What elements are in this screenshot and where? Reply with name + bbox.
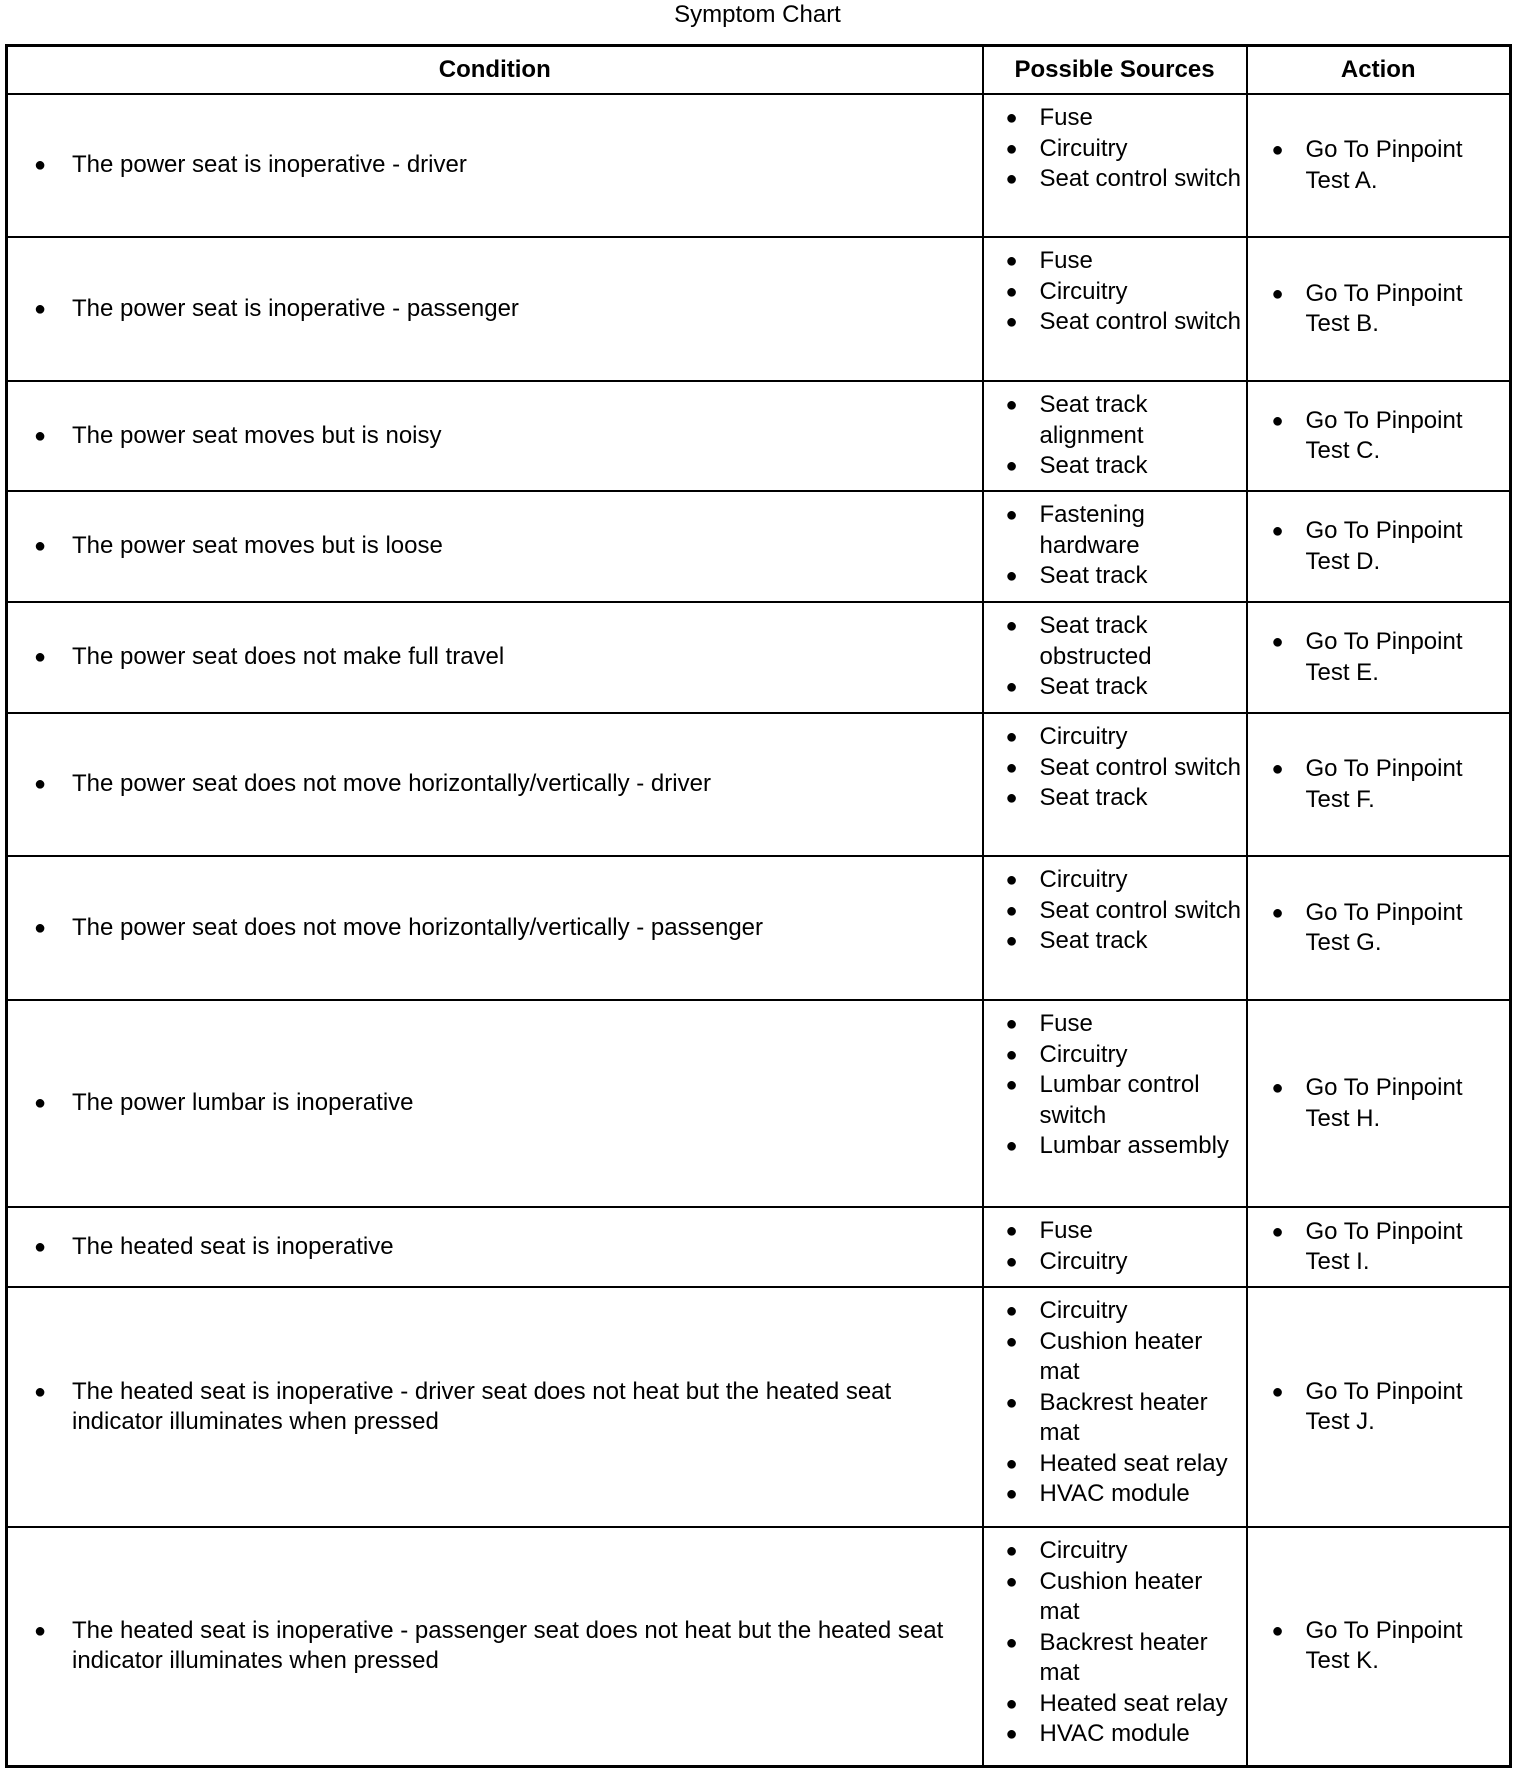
bullet-icon: ● (1271, 1619, 1284, 1642)
bullet-icon: ● (1005, 726, 1018, 748)
action-text: Go To Pinpoint Test J. (1305, 1377, 1463, 1435)
header-action: Action (1247, 46, 1511, 95)
bullet-icon: ● (1005, 504, 1018, 526)
symptom-table (5, 44, 1512, 1768)
condition-text: The power seat does not make full travel (72, 643, 505, 671)
bullet-icon: ● (1271, 520, 1284, 542)
condition-text: The power lumbar is inoperative (72, 1089, 414, 1117)
bullet-icon: ● (1005, 615, 1018, 637)
action-cell (1247, 237, 1511, 381)
action (1248, 135, 1510, 196)
action-cell (1247, 94, 1511, 237)
bullet-icon: ● (34, 1235, 47, 1258)
source-item-text: Seat control switch (1039, 896, 1241, 924)
bullet-icon: ● (1005, 311, 1018, 333)
source-item (984, 1479, 1246, 1510)
action-cell (1247, 1287, 1511, 1527)
bullet-icon: ● (34, 1380, 47, 1403)
bullet-icon: ● (1005, 1043, 1018, 1066)
source-item (984, 1567, 1246, 1628)
condition (8, 1616, 982, 1677)
source-item-text: Lumbar control switch (1039, 1071, 1200, 1129)
condition (8, 1088, 982, 1119)
source-item-text: Circuitry (1039, 134, 1128, 162)
condition-cell (7, 491, 983, 602)
condition-text: The heated seat is inoperative - passenger seat does not heat but the heated seat indicator illuminates when pressed (72, 1616, 944, 1675)
source-item (984, 103, 1246, 134)
sources-cell (983, 1207, 1247, 1287)
condition (8, 294, 982, 325)
bullet-icon: ● (1005, 280, 1018, 303)
condition-cell (7, 1207, 983, 1287)
source-item (984, 926, 1246, 957)
condition (8, 150, 982, 181)
source-item-text: Heated seat relay (1039, 1689, 1228, 1717)
source-item-text: Cushion heater mat (1039, 1327, 1203, 1385)
source-item-text: Fuse (1039, 247, 1093, 274)
source-item-text: Circuitry (1039, 723, 1128, 750)
action-cell (1247, 602, 1511, 713)
table-row (7, 602, 1511, 713)
action (1248, 1377, 1510, 1438)
bullet-icon: ● (1271, 282, 1284, 305)
bullet-icon: ● (1005, 869, 1018, 891)
sources-cell (983, 94, 1247, 237)
source-item-text: Circuitry (1039, 277, 1128, 305)
source-item (984, 500, 1246, 561)
bullet-icon: ● (1271, 409, 1284, 432)
source-item (984, 672, 1246, 703)
action (1248, 406, 1510, 467)
bullet-icon: ● (1005, 899, 1018, 922)
sources-cell (983, 602, 1247, 713)
condition (8, 769, 982, 800)
source-item-text: Backrest heater mat (1039, 1628, 1208, 1686)
action-cell (1247, 1000, 1511, 1207)
source-item-text: Seat track (1039, 927, 1148, 954)
bullet-icon: ● (1271, 631, 1284, 653)
bullet-icon: ● (34, 773, 47, 796)
condition-cell (7, 713, 983, 856)
bullet-icon: ● (1005, 394, 1018, 416)
bullet-icon: ● (34, 1619, 47, 1642)
condition (8, 913, 982, 944)
condition-text: The power seat does not move horizontally/vertically - driver (72, 770, 711, 798)
source-item-text: Fastening hardware (1039, 501, 1145, 559)
bullet-icon: ● (1005, 1220, 1018, 1242)
action (1248, 1217, 1510, 1278)
source-item (984, 1009, 1246, 1040)
source-item (984, 451, 1246, 482)
bullet-icon: ● (1005, 1135, 1018, 1157)
bullet-icon: ● (1005, 1483, 1018, 1505)
action-cell (1247, 713, 1511, 856)
source-item (984, 390, 1246, 451)
source-item (984, 1296, 1246, 1327)
bullet-icon: ● (1005, 1250, 1018, 1273)
condition-text: The power seat is inoperative - passenger (72, 294, 519, 322)
source-item-text: Seat track (1039, 784, 1148, 811)
condition-cell (7, 1287, 983, 1527)
source-item (984, 134, 1246, 165)
table-row (7, 713, 1511, 856)
condition (8, 421, 982, 452)
bullet-icon: ● (1005, 1074, 1018, 1096)
source-item-text: Seat track (1039, 562, 1148, 589)
condition (8, 1377, 982, 1438)
table-row (7, 1000, 1511, 1207)
source-item-text: Fuse (1039, 1010, 1093, 1037)
source-item (984, 865, 1246, 896)
condition (8, 642, 982, 673)
action-cell (1247, 1207, 1511, 1287)
action (1248, 754, 1510, 815)
source-item-text: Seat track (1039, 673, 1148, 700)
bullet-icon: ● (1005, 1570, 1018, 1593)
header-row (7, 46, 1511, 95)
action-text: Go To Pinpoint Test D. (1305, 517, 1463, 575)
condition-cell (7, 237, 983, 381)
bullet-icon: ● (1271, 1380, 1284, 1403)
source-item (984, 164, 1246, 195)
bullet-icon: ● (1005, 930, 1018, 952)
source-item (984, 722, 1246, 753)
source-item (984, 1388, 1246, 1449)
source-item (984, 611, 1246, 672)
source-item-text: Heated seat relay (1039, 1449, 1228, 1477)
table-row (7, 1287, 1511, 1527)
condition (8, 531, 982, 562)
condition-cell (7, 1000, 983, 1207)
source-item (984, 1689, 1246, 1720)
source-item-text: Seat track alignment (1039, 391, 1148, 449)
source-item (984, 307, 1246, 338)
sources-cell (983, 491, 1247, 602)
source-item-text: Circuitry (1039, 1537, 1128, 1564)
condition-cell (7, 1527, 983, 1766)
table-row (7, 1527, 1511, 1766)
bullet-icon: ● (34, 646, 47, 669)
source-item-text: HVAC module (1039, 1720, 1190, 1747)
action (1248, 279, 1510, 340)
bullet-icon: ● (1005, 168, 1018, 190)
table-row (7, 856, 1511, 1000)
action-text: Go To Pinpoint Test G. (1305, 898, 1463, 956)
bullet-icon: ● (34, 424, 47, 447)
source-item (984, 277, 1246, 308)
bullet-icon: ● (1005, 107, 1018, 129)
bullet-icon: ● (1005, 1723, 1018, 1745)
source-item-text: Seat track (1039, 452, 1148, 479)
source-item-text: Seat control switch (1039, 753, 1241, 781)
action-text: Go To Pinpoint Test F. (1305, 755, 1463, 813)
chart-title: Symptom Chart (674, 1, 841, 28)
action (1248, 1073, 1510, 1134)
action (1248, 1616, 1510, 1677)
source-item (984, 896, 1246, 927)
source-item-text: Lumbar assembly (1039, 1132, 1229, 1159)
condition-text: The power seat moves but is loose (72, 532, 443, 560)
action-cell (1247, 856, 1511, 1000)
bullet-icon: ● (34, 535, 47, 558)
action-text: Go To Pinpoint Test C. (1305, 406, 1463, 464)
source-item (984, 1719, 1246, 1750)
condition-text: The power seat does not move horizontally/vertically - passenger (72, 913, 764, 941)
source-item-text: Backrest heater mat (1039, 1388, 1208, 1446)
source-item (984, 783, 1246, 814)
bullet-icon: ● (1271, 1077, 1284, 1099)
source-item-text: Circuitry (1039, 1040, 1128, 1068)
source-item (984, 1216, 1246, 1247)
bullet-icon: ● (34, 916, 47, 939)
source-item (984, 561, 1246, 592)
bullet-icon: ● (34, 1092, 47, 1115)
sources-cell (983, 856, 1247, 1000)
source-item (984, 1628, 1246, 1689)
action (1248, 627, 1510, 688)
action-cell (1247, 381, 1511, 491)
header-condition: Condition (7, 46, 983, 95)
action-cell (1247, 491, 1511, 602)
source-item-text: Circuitry (1039, 1247, 1128, 1275)
action-text: Go To Pinpoint Test H. (1305, 1074, 1463, 1132)
table-row (7, 381, 1511, 491)
source-item (984, 1449, 1246, 1480)
source-item (984, 1131, 1246, 1162)
condition-cell (7, 856, 983, 1000)
bullet-icon: ● (1005, 250, 1018, 272)
action (1248, 516, 1510, 577)
source-item-text: Fuse (1039, 1217, 1093, 1244)
action-text: Go To Pinpoint Test A. (1305, 136, 1463, 194)
source-item (984, 1040, 1246, 1071)
condition-text: The heated seat is inoperative (72, 1232, 394, 1260)
bullet-icon: ● (34, 154, 47, 177)
condition-text: The power seat moves but is noisy (72, 421, 442, 449)
bullet-icon: ● (1271, 1220, 1284, 1243)
bullet-icon: ● (1005, 1300, 1018, 1322)
condition-text: The power seat is inoperative - driver (72, 151, 467, 179)
condition-cell (7, 602, 983, 713)
table-row (7, 237, 1511, 381)
source-item-text: Seat control switch (1039, 165, 1241, 192)
bullet-icon: ● (1005, 676, 1018, 698)
bullet-icon: ● (1005, 137, 1018, 160)
source-item (984, 1536, 1246, 1567)
table-row (7, 491, 1511, 602)
bullet-icon: ● (34, 297, 47, 320)
action-text: Go To Pinpoint Test B. (1305, 279, 1463, 337)
source-item-text: Seat control switch (1039, 308, 1241, 335)
source-item-text: Seat track obstructed (1039, 612, 1152, 670)
action-text: Go To Pinpoint Test I. (1305, 1217, 1463, 1275)
bullet-icon: ● (1271, 901, 1284, 924)
action-text: Go To Pinpoint Test K. (1305, 1616, 1463, 1675)
header-possible-sources: Possible Sources (983, 46, 1247, 95)
source-item-text: Circuitry (1039, 866, 1128, 893)
source-item (984, 1327, 1246, 1388)
bullet-icon: ● (1271, 758, 1284, 780)
bullet-icon: ● (1005, 756, 1018, 779)
bullet-icon: ● (1005, 1631, 1018, 1654)
source-item-text: HVAC module (1039, 1480, 1190, 1507)
bullet-icon: ● (1005, 455, 1018, 477)
source-item-text: Circuitry (1039, 1297, 1128, 1324)
action-cell (1247, 1527, 1511, 1766)
source-item (984, 246, 1246, 277)
bullet-icon: ● (1271, 139, 1284, 161)
sources-cell (983, 237, 1247, 381)
bullet-icon: ● (1005, 1391, 1018, 1414)
condition-cell (7, 381, 983, 491)
source-item-text: Fuse (1039, 104, 1093, 131)
bullet-icon: ● (1005, 1330, 1018, 1353)
sources-cell (983, 1287, 1247, 1527)
sources-cell (983, 1527, 1247, 1766)
bullet-icon: ● (1005, 1540, 1018, 1562)
source-item-text: Cushion heater mat (1039, 1567, 1203, 1625)
bullet-icon: ● (1005, 1452, 1018, 1475)
sources-cell (983, 381, 1247, 491)
source-item (984, 753, 1246, 784)
condition-cell (7, 94, 983, 237)
condition-text: The heated seat is inoperative - driver seat does not heat but the heated seat indicator illuminates when pressed (72, 1377, 892, 1435)
table-row (7, 1207, 1511, 1287)
bullet-icon: ● (1005, 1692, 1018, 1715)
bullet-icon: ● (1005, 565, 1018, 587)
source-item (984, 1247, 1246, 1278)
bullet-icon: ● (1005, 787, 1018, 809)
sources-cell (983, 713, 1247, 856)
table-row (7, 94, 1511, 237)
source-item (984, 1070, 1246, 1131)
condition (8, 1232, 982, 1263)
bullet-icon: ● (1005, 1013, 1018, 1035)
sources-cell (983, 1000, 1247, 1207)
action (1248, 898, 1510, 959)
action-text: Go To Pinpoint Test E. (1305, 628, 1463, 686)
